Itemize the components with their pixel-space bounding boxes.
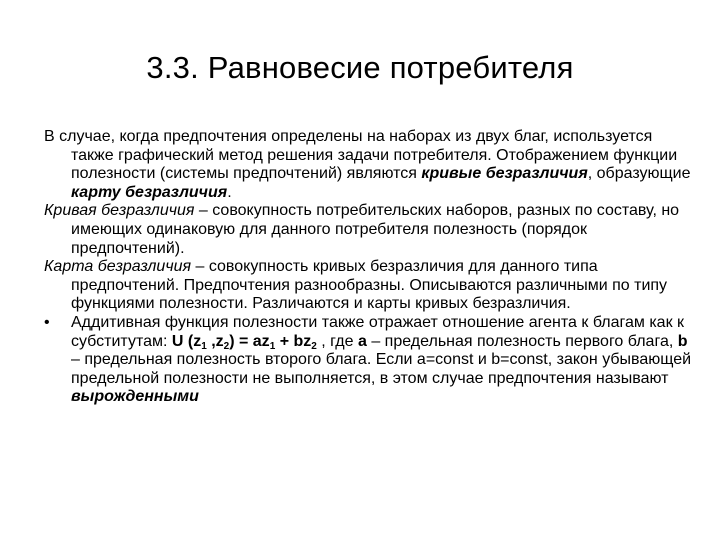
term-indifference-curves: кривые безразличия: [421, 165, 588, 183]
additive-text-2: , где: [316, 332, 358, 350]
additive-text-4: – предельная полезность второго блага. Если a=const и b=const, закон убывающей предельной полезности не выполняется, в этом случае предпочтения называют: [71, 351, 692, 387]
slide-body: [44, 128, 694, 407]
symbol-a: a: [357, 332, 367, 350]
intro-text: В случае, когда предпочтения определены на наборах из двух благ, используется также графический метод решения задачи потребителя. Отображением функции полезности (системы предпочтений) являются: [44, 128, 678, 183]
bullet-additive-utility: [44, 314, 694, 407]
symbol-b: b: [677, 332, 688, 350]
slide-title: 3.3. Равновесие потребителя: [146, 50, 574, 85]
bullet-marker: •: [44, 313, 50, 331]
map-definition-text: совокупность кривых безразличия для данного типа предпочтений. Предпочтения разнообразны. Описываются различными по типу функциями полезности. Различаются и карты кривых безразличия.: [71, 258, 668, 313]
term-indifference-map-def: Карта безразличия: [44, 258, 192, 276]
term-indifference-curve: Кривая безразличия: [44, 202, 195, 220]
term-indifference-map: карту безразличия: [71, 183, 228, 201]
additive-text-3: – предельная полезность первого блага,: [366, 332, 678, 350]
intro-text-3: .: [227, 183, 232, 201]
intro-text-2: , образующие: [587, 165, 691, 183]
utility-formula: U ($z_1$ $,z_2) = az_1 + bz_2$: [171, 332, 317, 352]
curve-definition-text: – совокупность потребительских наборов, разных по составу, но имеющих одинаковую для данного потребителя полезность (порядок предпочтений).: [71, 202, 680, 257]
paragraph-curve-definition: [44, 202, 694, 258]
term-degenerate: вырожденными: [71, 388, 199, 406]
paragraph-intro: [44, 128, 694, 202]
additive-text: Аддитивная функция полезности также отражает отношение агента к благам как к субститутам:: [71, 313, 685, 350]
paragraph-map-definition: [44, 258, 694, 314]
map-dash: –: [191, 258, 205, 276]
